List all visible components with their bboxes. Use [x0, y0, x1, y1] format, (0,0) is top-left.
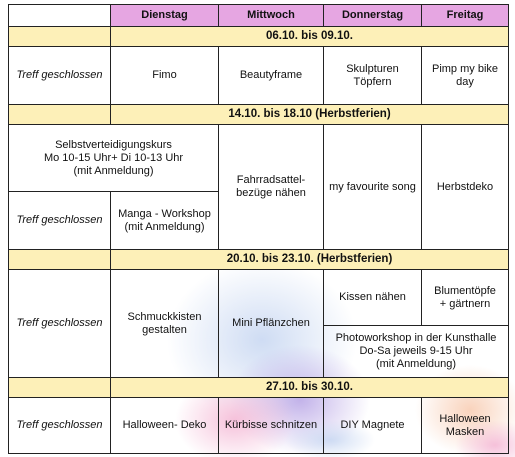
activity-cell-donnerstag: Kissen nähen	[324, 270, 422, 326]
activity-cell-donnerstag: my favourite song	[324, 125, 422, 250]
treff-closed-cell: Treff geschlossen	[9, 192, 111, 250]
header-corner-empty	[9, 5, 111, 27]
activity-row-week-1	[9, 47, 509, 105]
activity-cell-dienstag: Schmuckkisten gestalten	[111, 270, 219, 378]
week-row-1	[9, 27, 509, 47]
week-row-2	[9, 105, 509, 125]
week-row-3	[9, 250, 509, 270]
treff-closed-cell: Treff geschlossen	[9, 398, 111, 454]
activity-row-week-3a	[9, 270, 509, 326]
week-range-label: 27.10. bis 30.10.	[111, 378, 509, 398]
activity-row-week-2a	[9, 125, 509, 192]
activity-cell-donnerstag: DIY Magnete	[324, 398, 422, 454]
activity-cell-mittwoch: Mini Pflänzchen	[219, 270, 324, 378]
activity-schedule-table	[8, 4, 509, 454]
activity-cell-freitag: Herbstdeko	[422, 125, 509, 250]
activity-row-week-4	[9, 398, 509, 454]
header-mittwoch: Mittwoch	[219, 5, 324, 27]
activity-cell-mittwoch: Fahrradsattel- bezüge nähen	[219, 125, 324, 250]
treff-closed-cell: Treff geschlossen	[9, 47, 111, 105]
activity-cell-freitag: Pimp my bike day	[422, 47, 509, 105]
week-range-label: 06.10. bis 09.10.	[111, 27, 509, 47]
week-range-spacer	[9, 105, 111, 125]
activity-cell-mittwoch: Kürbisse schnitzen	[219, 398, 324, 454]
week-range-label: 14.10. bis 18.10 (Herbstferien)	[111, 105, 509, 125]
activity-cell-donnerstag: Skulpturen Töpfern	[324, 47, 422, 105]
week-range-spacer	[9, 250, 111, 270]
weekday-header-row	[9, 5, 509, 27]
photoworkshop-cell: Photoworkshop in der Kunsthalle Do-Sa jeweils 9-15 Uhr (mit Anmeldung)	[324, 326, 509, 378]
week-range-label: 20.10. bis 23.10. (Herbstferien)	[111, 250, 509, 270]
activity-cell-mittwoch: Beautyframe	[219, 47, 324, 105]
activity-cell-dienstag: Halloween- Deko	[111, 398, 219, 454]
treff-closed-cell: Treff geschlossen	[9, 270, 111, 378]
activity-cell-freitag: Halloween Masken	[422, 398, 509, 454]
activity-cell-dienstag: Manga - Workshop (mit Anmeldung)	[111, 192, 219, 250]
header-donnerstag: Donnerstag	[324, 5, 422, 27]
week-range-spacer	[9, 27, 111, 47]
week-row-4	[9, 378, 509, 398]
header-dienstag: Dienstag	[111, 5, 219, 27]
selbstverteidigungskurs-cell: Selbstverteidigungskurs Mo 10-15 Uhr+ Di 10-13 Uhr (mit Anmeldung)	[9, 125, 219, 192]
activity-cell-dienstag: Fimo	[111, 47, 219, 105]
header-freitag: Freitag	[422, 5, 509, 27]
activity-cell-freitag: Blumentöpfe + gärtnern	[422, 270, 509, 326]
week-range-spacer	[9, 378, 111, 398]
